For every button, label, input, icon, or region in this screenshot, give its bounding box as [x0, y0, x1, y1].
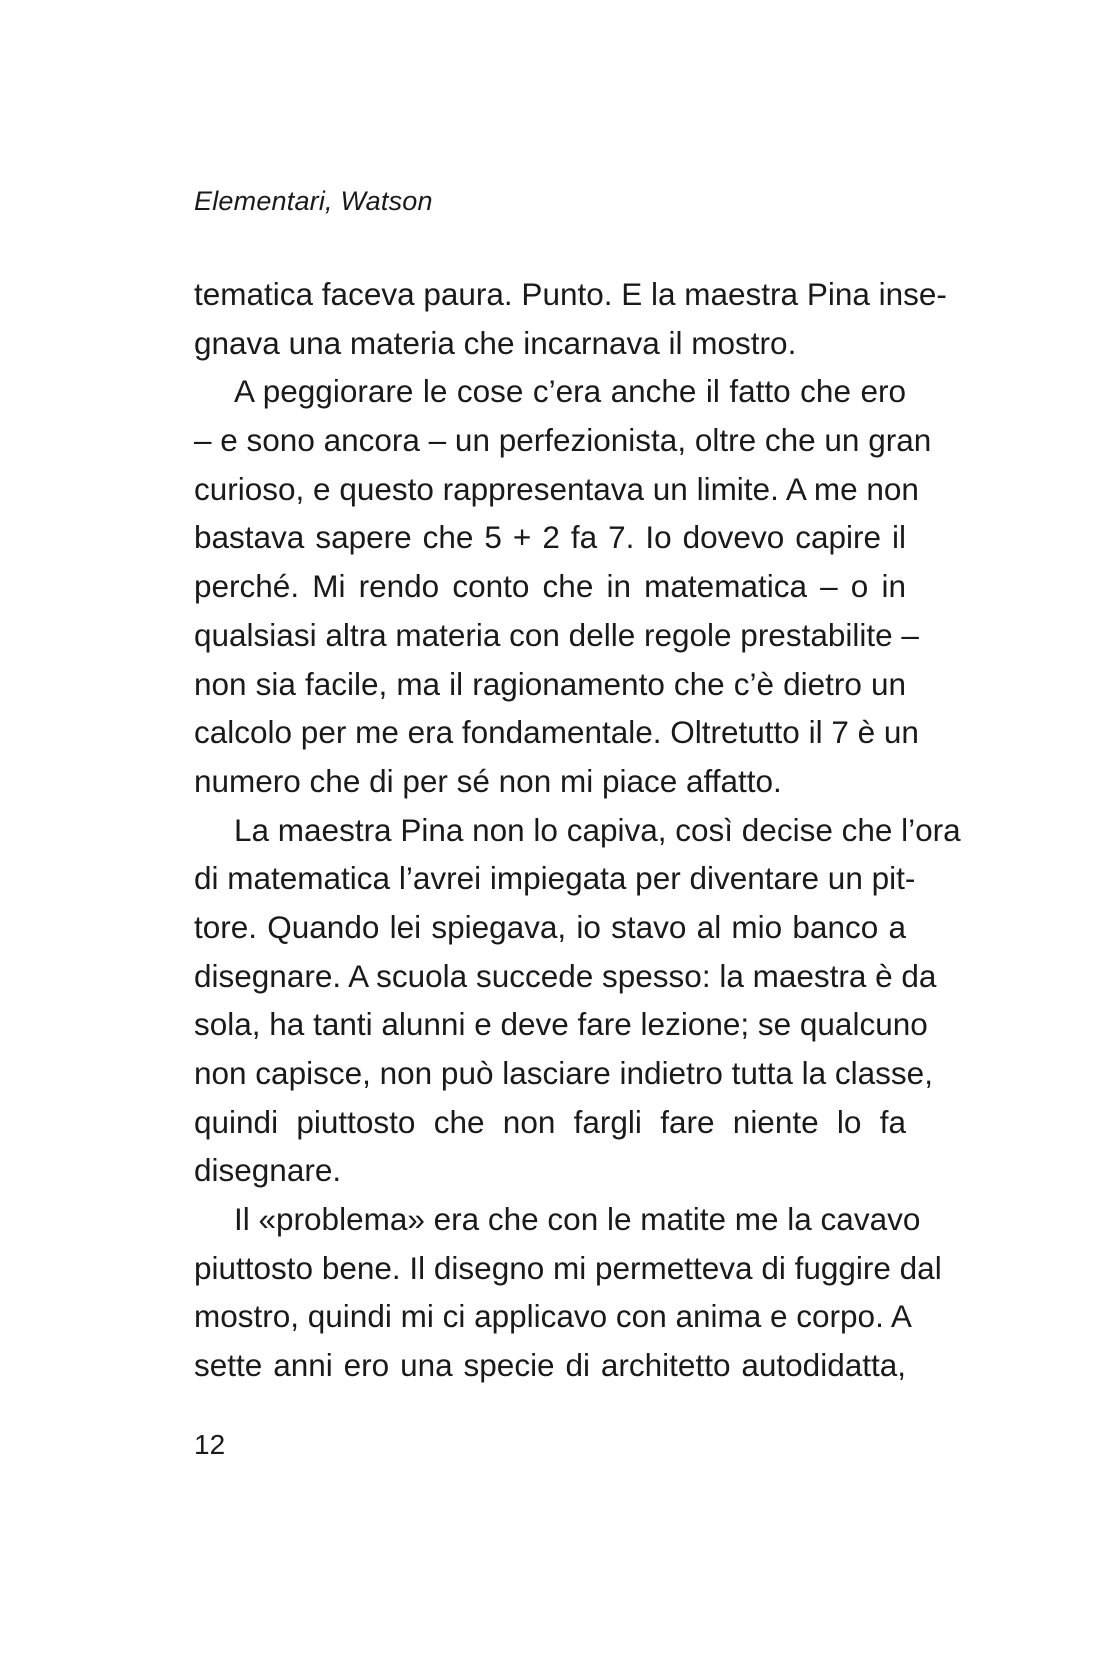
paragraph-first-line: A peggiorare le cose c’era anche il fatto che ero [234, 373, 906, 410]
text-line: bastava sapere che 5 + 2 fa 7. Io dovevo capire il [194, 519, 906, 556]
running-head: Elementari, Watson [194, 186, 433, 216]
page-number: 12 [194, 1429, 226, 1460]
text-line: disegnare. [194, 1152, 342, 1189]
text-line: – e sono ancora – un perfezionista, oltre che un gran [194, 422, 932, 459]
text-line: tematica faceva paura. Punto. E la maestra Pina inse- [194, 276, 947, 312]
text-line: quindi piuttosto che non fargli fare niente lo fa [194, 1103, 906, 1140]
text-line: sette anni ero una specie di architetto autodidatta, [194, 1347, 906, 1384]
text-line: perché. Mi rendo conto che in matematica – o in [194, 568, 906, 605]
paragraph-first-line: La maestra Pina non lo capiva, così decise che l’ora [234, 811, 961, 848]
text-line: calcolo per me era fondamentale. Oltretutto il 7 è un [194, 714, 919, 751]
text-line: sola, ha tanti alunni e deve fare lezione; se qualcuno [194, 1006, 928, 1043]
text-line: piuttosto bene. Il disegno mi permetteva di fuggire dal [194, 1249, 942, 1286]
text-line: non sia facile, ma il ragionamento che c’è dietro un [194, 665, 906, 702]
paragraph-first-line: Il «problema» era che con le matite me la cavavo [234, 1201, 921, 1238]
text-line: tore. Quando lei spiegava, io stavo al mio banco a [194, 908, 906, 945]
text-line: non capisce, non può lasciare indietro tutta la classe, [194, 1055, 933, 1091]
body-text [194, 270, 961, 1390]
text-line: gnava una materia che incarnava il mostro. [194, 324, 797, 361]
text-line: numero che di per sé non mi piace affatto. [194, 762, 782, 799]
text-line: disegnare. A scuola succede spesso: la maestra è da [194, 957, 937, 994]
text-line: qualsiasi altra materia con delle regole prestabilite – [194, 616, 919, 653]
text-line: di matematica l’avrei impiegata per diventare un pit- [194, 860, 916, 897]
text-line: curioso, e questo rappresentava un limite. A me non [194, 470, 919, 507]
text-line: mostro, quindi mi ci applicavo con anima e corpo. A [194, 1298, 912, 1335]
